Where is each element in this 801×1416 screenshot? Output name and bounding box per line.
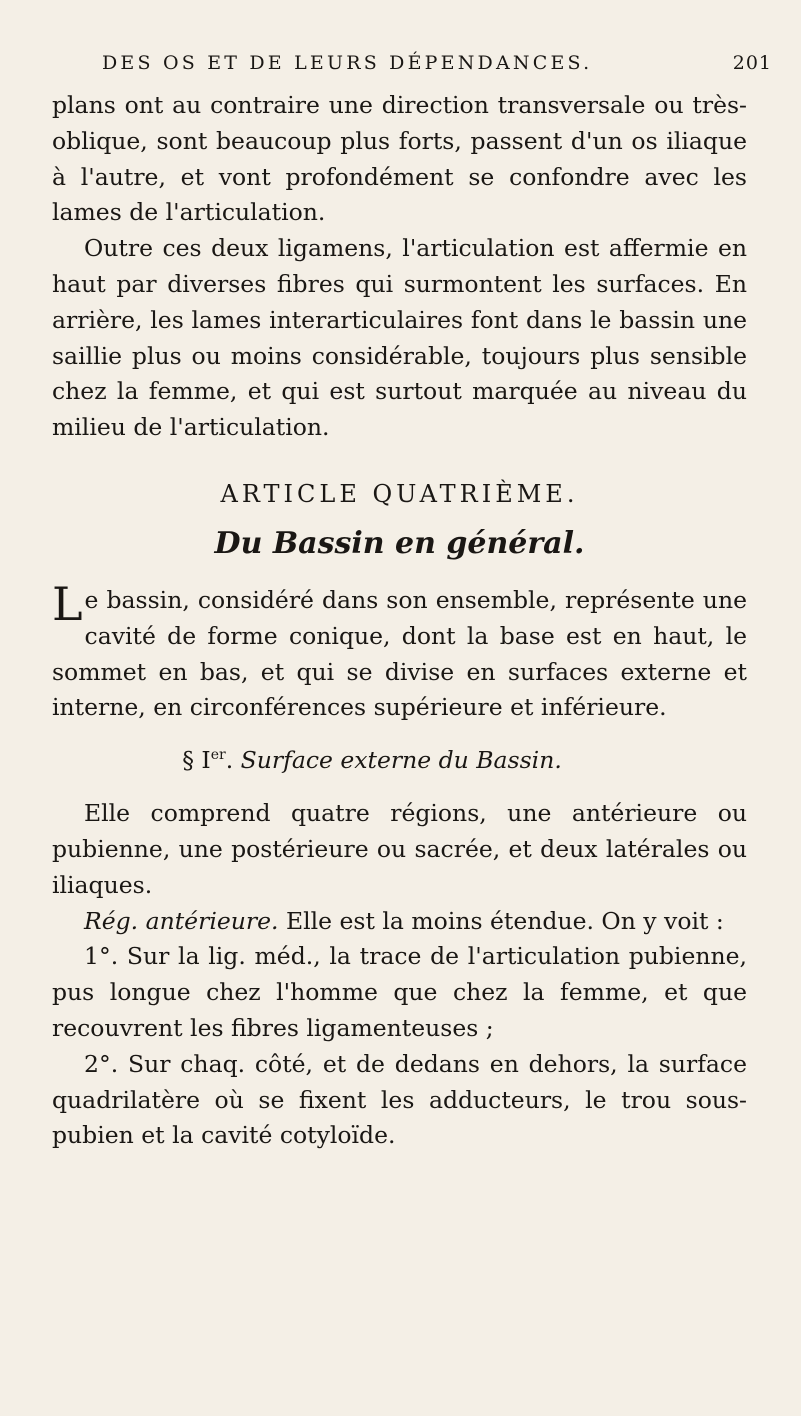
subsection-marker-dot: . [225,746,234,775]
paragraph-continuation: plans ont au contraire une direction transversale ou très-oblique, sont beaucoup plus forts, passent d'un os iliaque à l'autre, et vont profondément se confondre avec les lames de l'articulation. [52,91,747,227]
anterior-region-label: Rég. antérieure. [84,906,279,935]
paragraph-ligaments: Outre ces deux ligamens, l'articulation est affermie en haut par diverses fibres qui surmontent les surfaces. En arrière, les lames interarticulaires font dans le bassin une saillie plus ou moins considérable, toujours plus sensible chez la femme, et qui est surtout marquée au niveau du milieu de l'articulation. [52,234,747,442]
running-title: DES OS ET DE LEURS DÉPENDANCES. [102,52,593,74]
subsection-title [52,746,692,774]
drop-cap: L [52,576,83,631]
subsection-marker-sup: er [210,747,226,764]
paragraph-item-1: 1°. Sur la lig. méd., la trace de l'articulation pubienne, pus longue chez l'homme que chez la femme, et que recouvrent les fibres ligamenteuses ; [52,942,747,1042]
subsection-subtitle: Surface externe du Bassin. [240,746,562,775]
anterior-region-text: Elle est la moins étendue. On y voit : [278,906,724,935]
paragraph-intro [52,576,747,726]
page-number: 201 [732,52,772,74]
paragraph-regions: Elle comprend quatre régions, une antérieure ou pubienne, une postérieure ou sacrée, et deux latérales ou iliaques. [52,799,747,899]
paragraph-item-2: 2°. Sur chaq. côté, et de dedans en dehors, la surface quadrilatère où se fixent les adducteurs, le trou sous-pubien et la cavité cotyloïde. [52,1049,747,1150]
running-head [102,52,772,74]
subsection-marker: § I [182,746,211,775]
article-title: ARTICLE QUATRIÈME. [220,479,579,508]
section-title: Du Bassin en général. [214,525,585,561]
intro-text: e bassin, considéré dans son ensemble, représente une cavité de forme conique, dont la base est en haut, le sommet en bas, et qui se divise en surfaces externe et interne, en circonférences supérieure et inférieure. [52,585,747,722]
paragraph-anterior-region [52,904,747,940]
